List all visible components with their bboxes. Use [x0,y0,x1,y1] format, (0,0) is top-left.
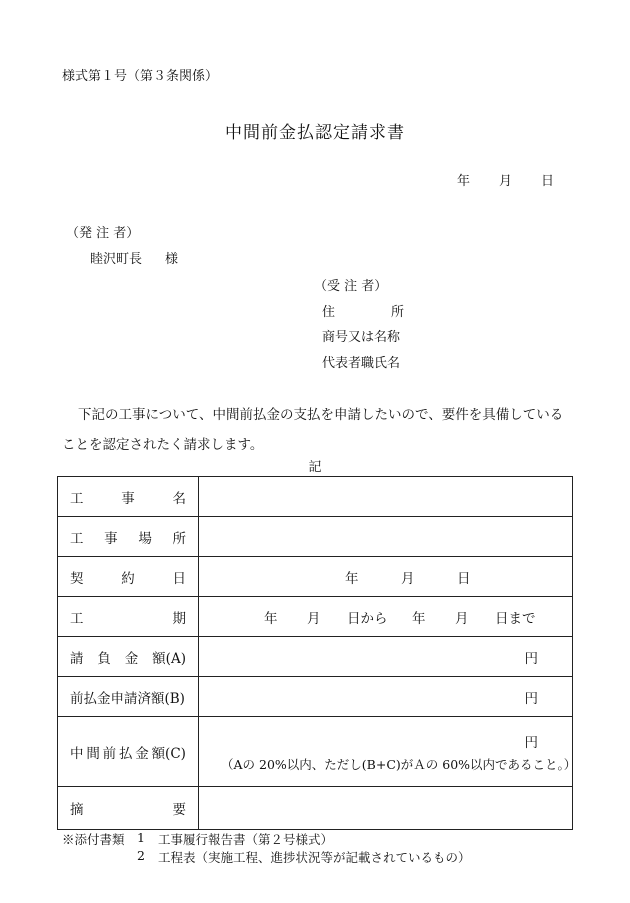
label-char: 前 [102,745,117,762]
label-char: 名 [172,490,186,507]
date-day: 日 [541,174,555,189]
contract-year: 年 [345,570,359,587]
date-year: 年 [457,174,471,189]
orderer-name: 睦沢町長 [90,252,143,267]
table-row [58,557,573,597]
details-table [57,476,577,830]
address-char: 所 [390,305,404,320]
address-char: 住 [322,305,336,320]
construction-period-field[interactable] [199,597,573,637]
contractor-address-label [322,301,404,320]
label-char: 金 [135,745,149,762]
row-label [58,717,199,787]
row-label [58,677,199,717]
label-char: 額(C) [151,745,186,762]
table-row [58,717,573,787]
form-number: 様式第１号（第３条関係） [62,69,219,84]
ki-heading: 記 [308,460,322,475]
label-char: 期 [172,610,186,627]
period-end-month: 月 [455,610,469,627]
table-row [58,787,573,830]
label-char: 工 [70,610,84,627]
period-start-month: 月 [307,610,321,627]
label-char: 金 [124,650,139,667]
construction-name-field[interactable] [199,477,573,517]
prepaid-amount-field[interactable] [199,677,573,717]
label-char: 負 [97,650,111,667]
label-char: 契 [70,570,84,587]
label-text: 前払金申請済額(B) [70,690,185,707]
yen-unit: 円 [524,690,538,707]
label-char: 摘 [70,802,84,818]
contractor-company-label: 商号又は名称 [322,330,401,345]
construction-site-field[interactable] [199,517,573,557]
contract-amount-field[interactable] [199,637,573,677]
date-month: 月 [499,174,513,189]
label-char: 請 [70,650,84,667]
intermediate-amount-field[interactable] [199,717,577,787]
label-char: 工 [70,490,84,507]
label-char: 中 [70,745,84,762]
row-label [58,477,199,517]
yen-unit: 円 [524,650,538,667]
period-end-year: 年 [412,610,426,627]
row-label [58,637,199,677]
label-char: 要 [172,802,186,818]
label-char: 事 [121,490,135,507]
attachment-number: 1 [137,830,145,845]
statement-line: ことを認定されたく請求します。 [62,437,264,453]
label-char: 工 [70,530,84,547]
table-row [58,637,573,677]
row-label [58,787,199,830]
table-row [58,597,573,637]
table-row [58,517,573,557]
attachment-item: 工事履行報告書（第２号様式） [158,832,334,847]
table-row [58,477,573,517]
label-char: 間 [86,745,100,762]
label-char: 場 [138,530,152,547]
amount-condition-note: （Aの 20%以内、ただし(B+C)がＡの 60%以内であること。） [221,757,577,772]
table-row [58,677,573,717]
remarks-field[interactable] [199,787,573,830]
orderer-label: （発 注 者） [66,226,140,241]
period-start-day: 日から [347,610,388,627]
period-start-year: 年 [264,610,278,627]
yen-unit: 円 [524,735,538,751]
document-title: 中間前金払認定請求書 [225,123,405,143]
label-char: 事 [104,530,118,547]
label-char: 払 [118,745,133,762]
contractor-label: （受 注 者） [314,279,388,294]
label-char: 額(A) [152,650,186,667]
attachment-number: 2 [137,848,145,863]
contract-date-field[interactable] [199,557,573,597]
row-label [58,517,199,557]
period-end-day: 日まで [495,610,536,627]
statement-line: 下記の工事について、中間前払金の支払を申請したいので、要件を具備している [78,407,564,423]
row-label [58,597,199,637]
request-statement [62,400,572,460]
label-char: 所 [172,530,186,547]
attachments-label: ※添付書類 [62,832,125,847]
row-label [58,557,199,597]
attachment-item: 工程表（実施工程、進捗状況等が記載されているもの） [158,850,471,865]
contract-month: 月 [401,570,415,587]
orderer-honorific: 様 [165,252,179,267]
label-char: 日 [172,570,186,587]
label-char: 約 [121,570,135,587]
contractor-representative-label: 代表者職氏名 [322,356,401,371]
contract-day: 日 [457,570,471,587]
